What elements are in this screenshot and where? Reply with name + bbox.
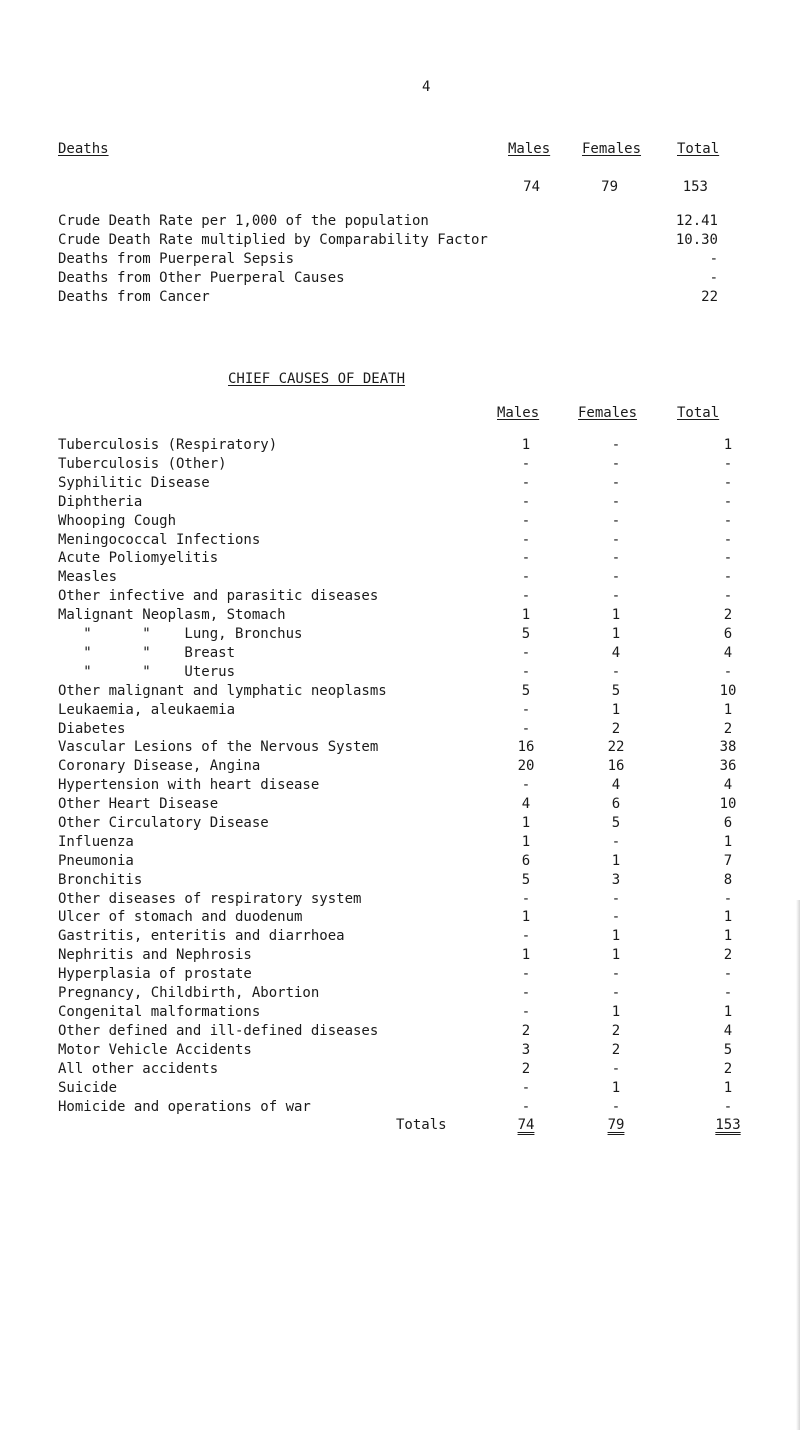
cause-males: 1 xyxy=(521,909,531,925)
cause-males: - xyxy=(521,664,531,680)
summary-row xyxy=(58,269,718,287)
cause-males: 5 xyxy=(521,872,531,888)
cause-label: Homicide and operations of war xyxy=(58,1099,311,1115)
cause-females: 1 xyxy=(611,607,621,623)
cause-males: - xyxy=(521,966,531,982)
cause-total: 38 xyxy=(719,739,737,755)
males-deaths-value: 74 xyxy=(523,179,540,195)
cause-row xyxy=(58,531,748,549)
cause-row xyxy=(58,795,748,813)
cause-row xyxy=(58,1003,748,1021)
cause-label: Congenital malformations xyxy=(58,1004,261,1020)
cause-females: 2 xyxy=(611,1042,621,1058)
cause-label: Pneumonia xyxy=(58,853,134,869)
cause-males: 6 xyxy=(521,853,531,869)
cause-label: All other accidents xyxy=(58,1061,219,1077)
cause-females: - xyxy=(611,550,621,566)
cause-males: 5 xyxy=(521,626,531,642)
page-edge-shadow xyxy=(796,900,800,1430)
cause-females: - xyxy=(611,891,621,907)
cause-row xyxy=(58,833,748,851)
cause-label: Other malignant and lymphatic neoplasms xyxy=(58,683,387,699)
cause-total: - xyxy=(723,1099,733,1115)
totals-total: 153 xyxy=(715,1117,741,1133)
cause-total: 7 xyxy=(723,853,733,869)
cause-label: Tuberculosis (Other) xyxy=(58,456,227,472)
cause-label: Vascular Lesions of the Nervous System xyxy=(58,739,379,755)
cause-row xyxy=(58,644,748,662)
cause-row xyxy=(58,757,748,775)
cause-males: - xyxy=(521,532,531,548)
cause-total: - xyxy=(723,550,733,566)
cause-males: - xyxy=(521,456,531,472)
cause-row xyxy=(58,946,748,964)
cause-total: 1 xyxy=(723,928,733,944)
cause-total: 8 xyxy=(723,872,733,888)
summary-label: Crude Death Rate per 1,000 of the population xyxy=(58,213,429,229)
cause-females: - xyxy=(611,966,621,982)
cause-females: 5 xyxy=(611,683,621,699)
cause-males: 3 xyxy=(521,1042,531,1058)
cause-label: Hyperplasia of prostate xyxy=(58,966,252,982)
cause-females: - xyxy=(611,532,621,548)
cause-total: 2 xyxy=(723,1061,733,1077)
cause-total: 2 xyxy=(723,721,733,737)
cause-total: 1 xyxy=(723,702,733,718)
cause-label: Suicide xyxy=(58,1080,118,1096)
cause-females: 1 xyxy=(611,1080,621,1096)
cause-label: " " Uterus xyxy=(58,664,236,680)
cause-label: Malignant Neoplasm, Stomach xyxy=(58,607,286,623)
cause-total: - xyxy=(723,494,733,510)
cause-females: - xyxy=(611,437,621,453)
cause-females: - xyxy=(611,513,621,529)
cause-males: - xyxy=(521,985,531,1001)
summary-row xyxy=(58,288,718,306)
cause-label: Bronchitis xyxy=(58,872,143,888)
cause-total: 1 xyxy=(723,1004,733,1020)
cause-row xyxy=(58,814,748,832)
cause-total: - xyxy=(723,569,733,585)
summary-label: Crude Death Rate multiplied by Comparability Factor xyxy=(58,232,488,248)
cause-females: 4 xyxy=(611,645,621,661)
cause-label: Diphtheria xyxy=(58,494,143,510)
cause-total: - xyxy=(723,588,733,604)
cause-females: 2 xyxy=(611,1023,621,1039)
cause-total: - xyxy=(723,966,733,982)
cause-label: Leukaemia, aleukaemia xyxy=(58,702,236,718)
cause-total: 1 xyxy=(723,909,733,925)
cause-total: 2 xyxy=(723,947,733,963)
cause-total: - xyxy=(723,475,733,491)
summary-label: Deaths from Cancer xyxy=(58,289,210,305)
summary-value: - xyxy=(709,251,718,267)
summary-row xyxy=(58,212,718,230)
cause-females: 1 xyxy=(611,928,621,944)
cause-total: - xyxy=(723,513,733,529)
cause-row xyxy=(58,701,748,719)
cause-total: - xyxy=(723,891,733,907)
summary-value: 12.41 xyxy=(675,213,718,229)
cause-total: 1 xyxy=(723,437,733,453)
cause-males: - xyxy=(521,1080,531,1096)
cause-total: - xyxy=(723,532,733,548)
cause-label: Other diseases of respiratory system xyxy=(58,891,362,907)
cause-row xyxy=(58,852,748,870)
cause-males: 4 xyxy=(521,796,531,812)
cause-label: Other Heart Disease xyxy=(58,796,219,812)
cause-females: - xyxy=(611,475,621,491)
cause-females: 5 xyxy=(611,815,621,831)
cause-males: 20 xyxy=(517,758,535,774)
females-deaths-value: 79 xyxy=(601,179,618,195)
cause-males: 1 xyxy=(521,815,531,831)
cause-label: Motor Vehicle Accidents xyxy=(58,1042,252,1058)
cause-total: 1 xyxy=(723,834,733,850)
cause-males: - xyxy=(521,891,531,907)
cause-females: 1 xyxy=(611,626,621,642)
cause-males: 1 xyxy=(521,437,531,453)
cause-total: 10 xyxy=(719,796,737,812)
cause-total: 2 xyxy=(723,607,733,623)
cause-females: 1 xyxy=(611,947,621,963)
cause-total: - xyxy=(723,456,733,472)
cause-females: 1 xyxy=(611,853,621,869)
cause-row xyxy=(58,568,748,586)
cause-row xyxy=(58,908,748,926)
cause-females: - xyxy=(611,588,621,604)
cause-females: - xyxy=(611,834,621,850)
cause-row xyxy=(58,474,748,492)
cause-males: 1 xyxy=(521,834,531,850)
summary-value: 10.30 xyxy=(675,232,718,248)
cause-total: 5 xyxy=(723,1042,733,1058)
cause-total: 1 xyxy=(723,1080,733,1096)
cause-label: Other Circulatory Disease xyxy=(58,815,269,831)
cause-females: 22 xyxy=(607,739,625,755)
summary-value: - xyxy=(709,270,718,286)
cause-males: - xyxy=(521,550,531,566)
cause-females: - xyxy=(611,456,621,472)
totals-females: 79 xyxy=(607,1117,625,1133)
cause-females: 4 xyxy=(611,777,621,793)
cause-total: 4 xyxy=(723,1023,733,1039)
cause-row xyxy=(58,720,748,738)
totals-row xyxy=(58,1116,748,1134)
cause-row xyxy=(58,1022,748,1040)
cause-females: 2 xyxy=(611,721,621,737)
cause-row xyxy=(58,738,748,756)
cause-label: " " Breast xyxy=(58,645,236,661)
cause-label: Gastritis, enteritis and diarrhoea xyxy=(58,928,345,944)
total-heading: Total xyxy=(677,141,720,157)
cause-label: Influenza xyxy=(58,834,134,850)
totals-males: 74 xyxy=(517,1117,535,1133)
cause-total: 4 xyxy=(723,777,733,793)
cause-males: 2 xyxy=(521,1023,531,1039)
cause-males: - xyxy=(521,1004,531,1020)
cause-females: - xyxy=(611,1099,621,1115)
cause-label: Hypertension with heart disease xyxy=(58,777,320,793)
cause-males: - xyxy=(521,645,531,661)
cause-row xyxy=(58,455,748,473)
cause-males: - xyxy=(521,513,531,529)
cause-males: - xyxy=(521,588,531,604)
cause-males: - xyxy=(521,777,531,793)
cause-label: Measles xyxy=(58,569,118,585)
cause-row xyxy=(58,1041,748,1059)
cause-females: 16 xyxy=(607,758,625,774)
cause-males: 16 xyxy=(517,739,535,755)
cause-females: - xyxy=(611,664,621,680)
cause-row xyxy=(58,871,748,889)
males-heading: Males xyxy=(508,141,551,157)
cause-row xyxy=(58,587,748,605)
cause-males: 5 xyxy=(521,683,531,699)
cause-total: 36 xyxy=(719,758,737,774)
cause-males: - xyxy=(521,1099,531,1115)
cause-row xyxy=(58,984,748,1002)
cause-males: - xyxy=(521,928,531,944)
causes-total-heading: Total xyxy=(677,405,720,421)
deaths-heading: Deaths xyxy=(58,141,109,157)
cause-label: Coronary Disease, Angina xyxy=(58,758,261,774)
causes-females-heading: Females xyxy=(578,405,638,421)
cause-total: 6 xyxy=(723,626,733,642)
summary-section xyxy=(58,212,718,312)
cause-total: - xyxy=(723,664,733,680)
causes-table xyxy=(58,436,748,1396)
cause-label: Ulcer of stomach and duodenum xyxy=(58,909,303,925)
total-deaths-value: 153 xyxy=(682,179,708,195)
cause-row xyxy=(58,965,748,983)
summary-label: Deaths from Other Puerperal Causes xyxy=(58,270,345,286)
cause-males: 1 xyxy=(521,607,531,623)
causes-males-heading: Males xyxy=(497,405,540,421)
summary-row xyxy=(58,250,718,268)
cause-males: - xyxy=(521,475,531,491)
cause-row xyxy=(58,1098,748,1116)
cause-label: Other defined and ill-defined diseases xyxy=(58,1023,379,1039)
cause-row xyxy=(58,625,748,643)
cause-total: 6 xyxy=(723,815,733,831)
page-number: 4 xyxy=(422,79,431,95)
cause-males: 2 xyxy=(521,1061,531,1077)
cause-row xyxy=(58,549,748,567)
cause-row xyxy=(58,682,748,700)
cause-row xyxy=(58,512,748,530)
cause-females: 3 xyxy=(611,872,621,888)
cause-label: Nephritis and Nephrosis xyxy=(58,947,252,963)
cause-total: 10 xyxy=(719,683,737,699)
summary-row xyxy=(58,231,718,249)
cause-label: " " Lung, Bronchus xyxy=(58,626,303,642)
cause-females: - xyxy=(611,909,621,925)
cause-row xyxy=(58,606,748,624)
cause-males: - xyxy=(521,702,531,718)
cause-label: Pregnancy, Childbirth, Abortion xyxy=(58,985,320,1001)
cause-label: Meningococcal Infections xyxy=(58,532,261,548)
cause-total: 4 xyxy=(723,645,733,661)
females-heading: Females xyxy=(582,141,642,157)
cause-row xyxy=(58,1060,748,1078)
cause-males: 1 xyxy=(521,947,531,963)
cause-females: - xyxy=(611,1061,621,1077)
summary-label: Deaths from Puerperal Sepsis xyxy=(58,251,295,267)
cause-total: - xyxy=(723,985,733,1001)
cause-males: - xyxy=(521,569,531,585)
cause-row xyxy=(58,927,748,945)
cause-males: - xyxy=(521,494,531,510)
cause-label: Acute Poliomyelitis xyxy=(58,550,219,566)
cause-females: - xyxy=(611,494,621,510)
cause-label: Diabetes xyxy=(58,721,126,737)
cause-females: 6 xyxy=(611,796,621,812)
cause-row xyxy=(58,493,748,511)
cause-females: 1 xyxy=(611,702,621,718)
causes-title: CHIEF CAUSES OF DEATH xyxy=(228,371,406,387)
cause-label: Other infective and parasitic diseases xyxy=(58,588,379,604)
cause-row xyxy=(58,436,748,454)
cause-males: - xyxy=(521,721,531,737)
cause-females: - xyxy=(611,569,621,585)
cause-label: Whooping Cough xyxy=(58,513,177,529)
cause-label: Syphilitic Disease xyxy=(58,475,210,491)
cause-females: 1 xyxy=(611,1004,621,1020)
cause-label: Tuberculosis (Respiratory) xyxy=(58,437,278,453)
cause-row xyxy=(58,663,748,681)
cause-row xyxy=(58,776,748,794)
totals-label: Totals xyxy=(396,1117,447,1133)
cause-row xyxy=(58,1079,748,1097)
cause-row xyxy=(58,890,748,908)
summary-value: 22 xyxy=(701,289,718,305)
cause-females: - xyxy=(611,985,621,1001)
